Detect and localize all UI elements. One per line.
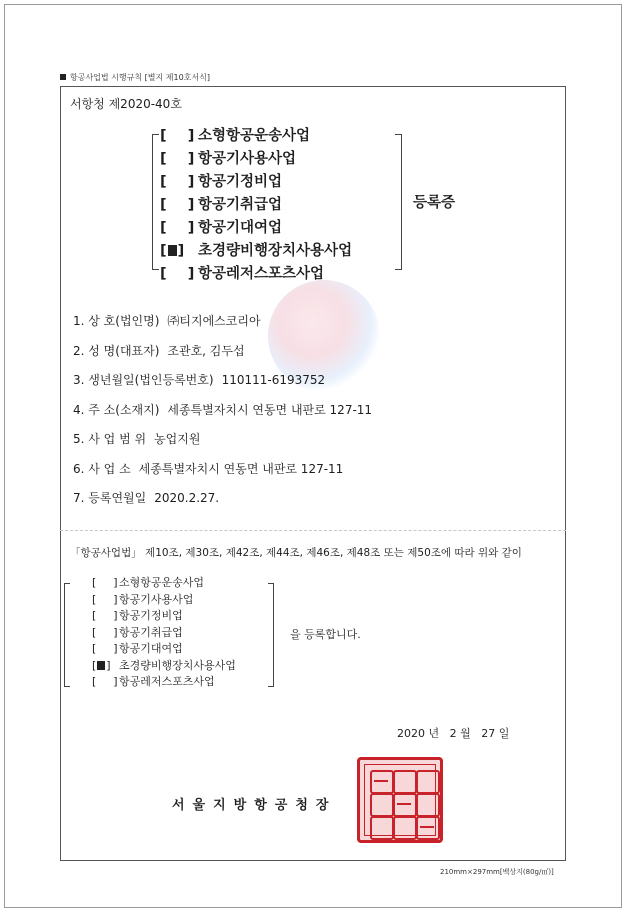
business-type-label: 항공레저스포츠사업	[198, 266, 325, 282]
seal-glyph	[370, 770, 394, 794]
business-type-item	[160, 171, 352, 194]
business-type-item	[92, 641, 236, 658]
field-label: 6. 사 업 소	[73, 461, 131, 476]
business-type-item	[160, 148, 352, 171]
checkbox: [ ]	[92, 642, 118, 655]
business-type-label: 항공기취급업	[119, 625, 183, 639]
seal-stroke	[420, 826, 434, 828]
business-type-label: 항공기정비업	[198, 174, 283, 190]
square-bullet-icon	[60, 74, 66, 80]
filled-checkbox-icon	[97, 661, 105, 670]
seal-glyph	[416, 770, 440, 794]
checkbox: [ ]	[160, 174, 195, 190]
field-label: 1. 상 호(법인명)	[73, 314, 160, 328]
field-label: 4. 주 소(소재지)	[73, 402, 160, 417]
business-type-label: 항공기정비업	[119, 609, 183, 622]
date-day: 27	[481, 727, 496, 740]
issue-date	[397, 725, 509, 741]
registration-statement: 을 등록합니다.	[290, 628, 361, 641]
field-value: 세종특별자치시 연동면 내판로 127-11	[138, 461, 344, 476]
issuer-name: 서울지방항공청장	[172, 798, 337, 813]
field-value: 농업지원	[154, 432, 201, 446]
seal-glyph	[370, 793, 394, 817]
official-seal-icon	[357, 757, 443, 843]
business-type-label: 초경량비행장치사용사업	[119, 658, 236, 672]
bottom-list-right-bracket	[268, 583, 274, 687]
business-type-label: 항공기사용사업	[119, 592, 194, 606]
checkbox: [ ]	[92, 625, 118, 639]
business-type-label: 항공기대여업	[119, 642, 183, 655]
checkbox: [ ]	[92, 675, 118, 688]
bottom-list-left-bracket	[64, 583, 70, 687]
field-registration-date	[73, 490, 372, 520]
date-day-unit: 일	[498, 727, 510, 740]
field-value: 세종특별자치시 연동면 내판로 127-11	[167, 402, 373, 417]
business-type-item	[92, 674, 236, 691]
date-year-unit: 년	[428, 727, 440, 740]
section-divider	[60, 530, 566, 531]
seal-stroke	[374, 780, 388, 782]
form-header	[60, 72, 210, 83]
business-type-item-selected	[160, 240, 352, 263]
field-registration-number	[73, 372, 372, 402]
date-month-unit: 월	[460, 727, 471, 740]
checkbox: [ ]	[92, 658, 111, 672]
checkbox: [ ]	[160, 151, 195, 167]
date-year: 2020	[397, 727, 425, 740]
business-type-list	[160, 125, 352, 286]
seal-glyph	[393, 793, 417, 817]
field-label: 7. 등록연월일	[73, 491, 147, 505]
document-number: 서항청 제2020-40호	[70, 97, 182, 111]
field-value: 2020.2.27.	[154, 491, 220, 505]
checkbox: [ ]	[92, 609, 118, 622]
business-type-label: 초경량비행장치사용사업	[198, 243, 353, 259]
legal-basis: 「항공사업법」 제10조, 제30조, 제42조, 제44조, 제46조, 제48조 또는 제50조에 따라 위와 같이	[70, 547, 522, 559]
checkbox: [ ]	[160, 243, 185, 259]
checkbox: [ ]	[160, 266, 195, 282]
registrant-fields	[73, 313, 372, 520]
business-type-list-small	[92, 575, 236, 691]
field-label: 3. 생년월일(법인등록번호)	[73, 373, 214, 387]
field-representative	[73, 343, 372, 373]
business-type-item	[160, 125, 352, 148]
field-label: 2. 성 명(대표자)	[73, 343, 160, 358]
checkbox: [ ]	[92, 592, 118, 606]
field-company-name	[73, 313, 372, 343]
business-type-item	[92, 625, 236, 642]
seal-glyph	[370, 816, 394, 840]
document-title: 등록증	[413, 195, 456, 211]
field-value: ㈜티지에스코리아	[167, 314, 261, 328]
field-value: 110111-6193752	[221, 373, 326, 387]
field-value: 조관호, 김두섭	[167, 343, 245, 358]
seal-glyph	[416, 816, 440, 840]
business-type-label: 항공기대여업	[198, 220, 283, 236]
business-type-label: 항공기사용사업	[198, 151, 297, 167]
checkbox: [ ]	[160, 220, 195, 236]
top-list-right-bracket	[395, 134, 402, 270]
business-type-item	[92, 575, 236, 592]
business-type-label: 소형항공운송사업	[119, 576, 205, 589]
field-business-scope	[73, 431, 372, 461]
business-type-item	[160, 263, 352, 286]
business-type-label: 항공기취급업	[198, 197, 283, 213]
seal-glyph	[416, 793, 440, 817]
seal-glyph	[393, 816, 417, 840]
business-type-item	[160, 217, 352, 240]
business-type-label: 소형항공운송사업	[198, 128, 311, 144]
checkbox: [ ]	[160, 197, 195, 213]
business-type-item	[160, 194, 352, 217]
filled-checkbox-icon	[168, 245, 177, 256]
business-type-item-selected	[92, 658, 236, 675]
field-label: 5. 사 업 범 위	[73, 432, 147, 446]
date-month: 2	[449, 727, 457, 740]
paper-spec: 210mm×297mm[백상지(80g/㎡)]	[440, 868, 554, 876]
seal-stroke	[397, 803, 411, 805]
business-type-label: 항공레저스포츠사업	[119, 675, 215, 688]
field-address	[73, 402, 372, 432]
checkbox: [ ]	[160, 128, 195, 144]
top-list-left-bracket	[152, 134, 159, 270]
business-type-item	[92, 608, 236, 625]
form-header-text: 항공사업법 시행규칙 [별지 제10호서식]	[70, 73, 210, 82]
checkbox: [ ]	[92, 576, 118, 589]
business-type-item	[92, 592, 236, 609]
seal-glyph	[393, 770, 417, 794]
field-business-office	[73, 461, 372, 491]
